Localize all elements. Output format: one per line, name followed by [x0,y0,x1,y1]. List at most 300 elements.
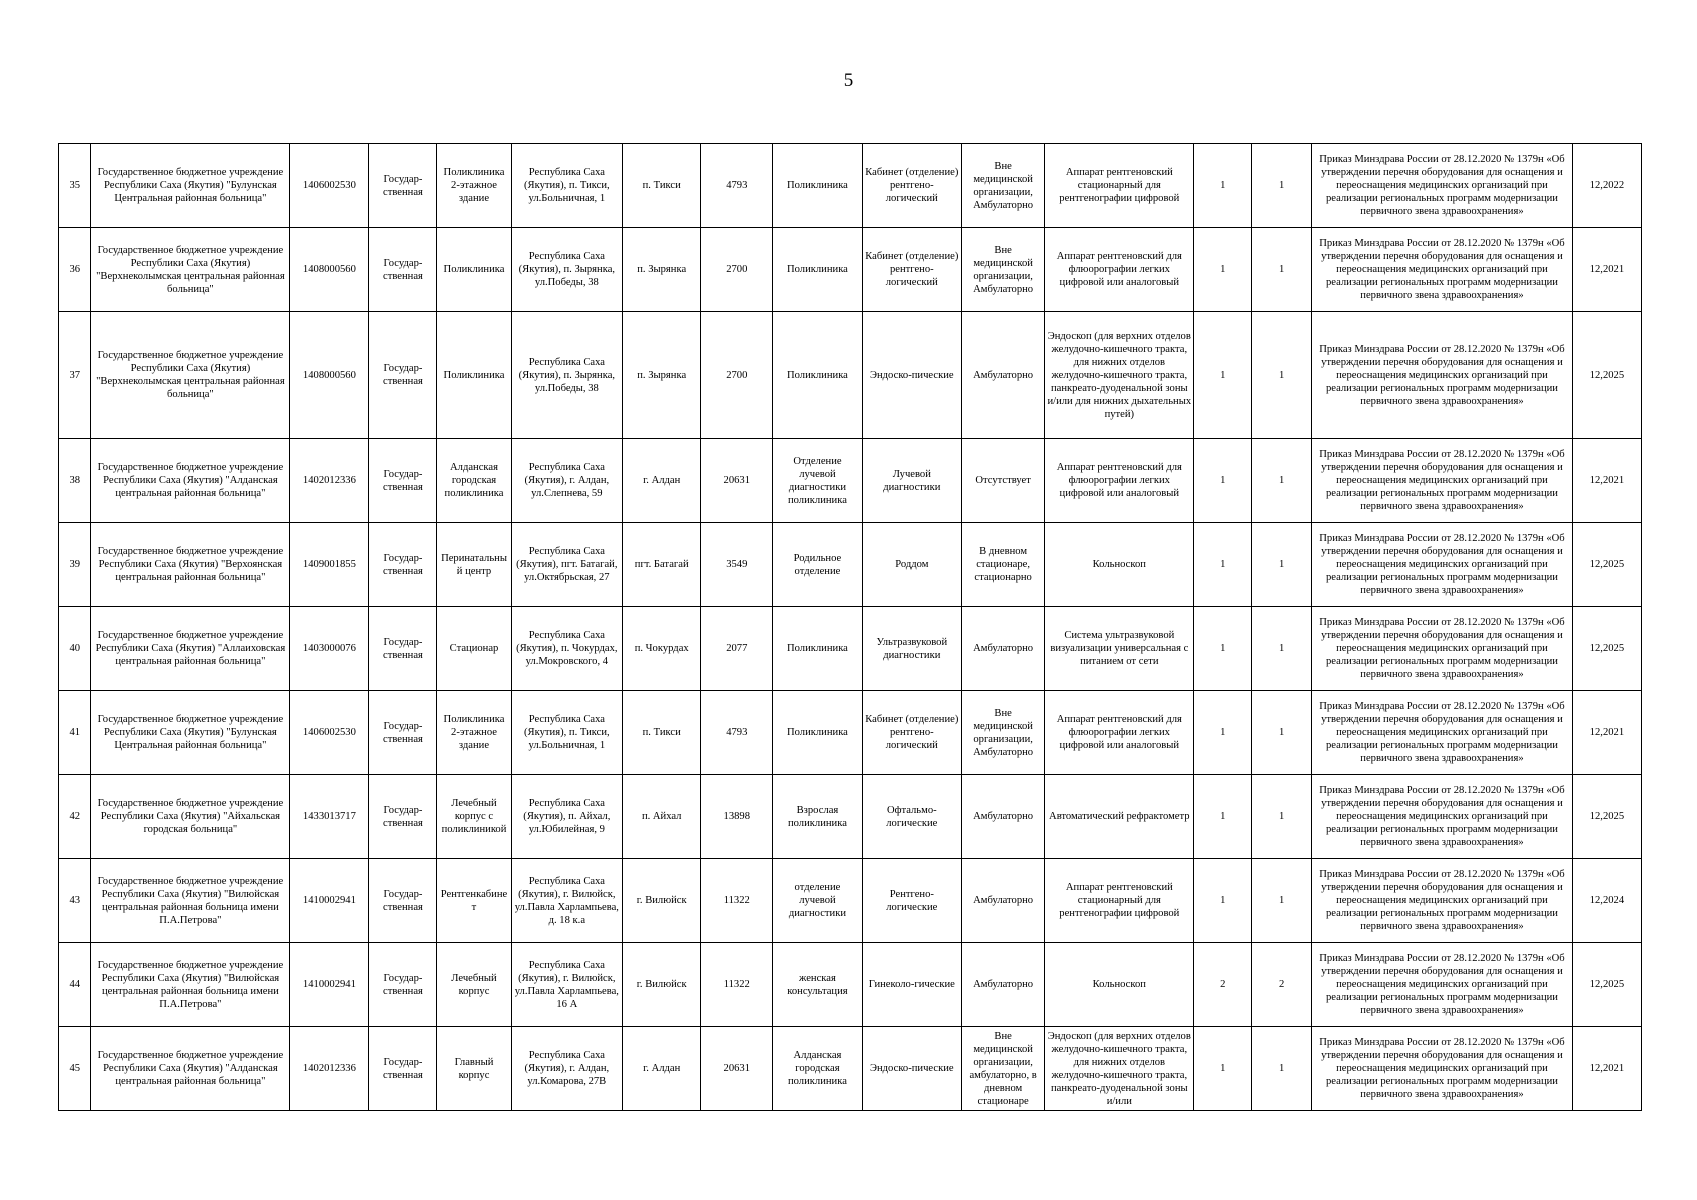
department-text: Кабинет (отделение) рентгено-логический [865,167,959,204]
locality-text: г. Вилюйск [636,895,687,906]
population-text: 2700 [726,264,748,275]
equipment-cell [1045,607,1194,691]
locality-text: п. Айхал [641,811,682,822]
equipment-text: Кольноскоп [1092,559,1146,570]
row-number-text: 37 [69,369,81,381]
delivery-date-text: 12,2021 [1589,727,1625,738]
population-text: 20631 [723,475,751,486]
delivery-date-text: 12,2025 [1589,559,1625,570]
quantity-planned-cell [1194,523,1252,607]
quantity-total-cell [1252,523,1312,607]
row-number-cell [59,1027,91,1111]
row-number-cell [59,439,91,523]
organization-text: Государственное бюджетное учреждение Республики Саха (Якутия) "Вилюйская центральная районная больница имени П.А.Петрова" [97,959,284,1010]
inn-text: 1433013717 [302,811,356,822]
delivery-date-cell [1572,228,1641,312]
unit-text: Поликлиника [786,264,848,275]
care-conditions-text: Амбулаторно [973,895,1034,906]
quantity-total-text: 1 [1279,559,1285,570]
address-cell [511,607,623,691]
department-text: Кабинет (отделение) рентгено-логический [865,714,959,751]
department-cell [862,691,961,775]
address-cell [511,1027,623,1111]
table-body [59,144,1642,1111]
building-cell [437,1027,511,1111]
ownership-form-cell [369,943,437,1027]
building-cell [437,439,511,523]
quantity-total-cell [1252,775,1312,859]
equipment-cell [1045,691,1194,775]
locality-cell [623,439,701,523]
quantity-planned-cell [1194,691,1252,775]
unit-text: Взрослая поликлиника [787,804,847,829]
locality-cell [623,1027,701,1111]
organization-text: Государственное бюджетное учреждение Республики Саха (Якутия) "Булунская Центральная районная больница" [97,714,284,751]
quantity-planned-text: 1 [1220,180,1226,191]
table-row [59,523,1642,607]
care-conditions-cell [962,439,1045,523]
ownership-form-text: Государ-ственная [383,173,423,198]
population-cell [701,144,773,228]
building-text: Поликлиника 2-этажное здание [443,167,505,204]
equipment-text: Аппарат рентгеновский для флюорографии легких цифровой или аналоговый [1056,714,1182,751]
organization-text: Государственное бюджетное учреждение Республики Саха (Якутия) "Вилюйская центральная районная больница имени П.А.Петрова" [97,875,284,926]
legal-basis-cell [1312,523,1573,607]
building-cell [437,523,511,607]
table-row [59,691,1642,775]
quantity-planned-text: 1 [1220,1063,1226,1074]
care-conditions-text: Амбулаторно [973,369,1034,381]
population-text: 2700 [726,369,748,381]
equipment-text: Система ультразвуковой визуализации универсальная с питанием от сети [1050,630,1189,667]
population-cell [701,1027,773,1111]
unit-cell [773,144,862,228]
row-number-text: 42 [69,811,81,822]
ownership-form-cell [369,439,437,523]
equipment-cell [1045,228,1194,312]
address-text: Республика Саха (Якутия), г. Алдан, ул.Комарова, 27В [524,1050,610,1087]
delivery-date-text: 12,2021 [1589,1063,1625,1074]
delivery-date-text: 12,2021 [1589,475,1625,486]
address-cell [511,859,623,943]
building-text: Лечебный корпус [451,972,497,997]
legal-basis-text: Приказ Минздрава России от 28.12.2020 № 1379н «Об утверждении перечня оборудования для оснащения и переоснащения медицинских организаций при реализации региональных программ модернизации первичного звена здравоохранения» [1319,238,1565,301]
quantity-total-text: 1 [1279,475,1285,486]
population-text: 3549 [726,559,748,570]
organization-text: Государственное бюджетное учреждение Республики Саха (Якутия) "Айхальская городская больница" [97,798,284,835]
ownership-form-text: Государ-ственная [383,1056,423,1081]
delivery-date-text: 12,2025 [1589,811,1625,822]
population-cell [701,439,773,523]
locality-cell [623,859,701,943]
unit-text: Поликлиника [786,180,848,191]
population-text: 11322 [723,895,750,906]
address-cell [511,523,623,607]
equipment-text: Эндоскоп (для верхних отделов желудочно-кишечного тракта, для нижних отделов желудочно-кишечного тракта, панкреато-дуоденальной зоны и/или для нижних дыхательных путей) [1047,330,1192,420]
care-conditions-text: Амбулаторно [973,811,1034,822]
unit-text: Родильное отделение [793,552,842,577]
ownership-form-cell [369,607,437,691]
address-cell [511,312,623,439]
legal-basis-cell [1312,312,1573,439]
legal-basis-text: Приказ Минздрава России от 28.12.2020 № 1379н «Об утверждении перечня оборудования для оснащения и переоснащения медицинских организаций при реализации региональных программ модернизации первичного звена здравоохранения» [1319,1037,1565,1100]
population-cell [701,523,773,607]
table-row [59,439,1642,523]
care-conditions-cell [962,691,1045,775]
ownership-form-text: Государ-ственная [383,636,423,661]
equipment-text: Автоматический рефрактометр [1049,811,1190,822]
ownership-form-text: Государ-ственная [383,468,423,493]
building-text: Поликлиника [443,369,505,381]
building-cell [437,775,511,859]
care-conditions-cell [962,312,1045,439]
building-text: Алданская городская поликлиника [444,462,504,499]
building-text: Поликлиника [443,264,505,275]
inn-cell [290,775,369,859]
address-text: Республика Саха (Якутия), п. Зырянка, ул.Победы, 38 [518,251,616,288]
quantity-total-cell [1252,691,1312,775]
care-conditions-cell [962,1027,1045,1111]
table-row [59,775,1642,859]
building-text: Лечебный корпус с поликлиникой [441,798,507,835]
delivery-date-cell [1572,439,1641,523]
department-text: Лучевой диагностики [883,468,941,493]
organization-cell [91,312,290,439]
row-number-cell [59,523,91,607]
quantity-total-cell [1252,312,1312,439]
locality-text: г. Алдан [643,1063,681,1074]
organization-cell [91,607,290,691]
legal-basis-cell [1312,228,1573,312]
organization-cell [91,439,290,523]
building-text: Рентгенкабинет [440,888,508,913]
care-conditions-cell [962,607,1045,691]
inn-text: 1406002530 [302,727,356,738]
care-conditions-text: В дневном стационаре, стационарно [974,546,1032,583]
row-number-cell [59,144,91,228]
population-text: 11322 [723,979,750,990]
organization-text: Государственное бюджетное учреждение Республики Саха (Якутия) "Алданская центральная районная больница" [97,1050,284,1087]
ownership-form-text: Государ-ственная [383,257,423,282]
inn-cell [290,439,369,523]
care-conditions-text: Отсутствует [975,475,1031,486]
unit-cell [773,1027,862,1111]
delivery-date-text: 12,2025 [1589,643,1625,654]
department-text: Гинеколо-гические [868,979,955,990]
unit-cell [773,523,862,607]
table-row [59,607,1642,691]
legal-basis-text: Приказ Минздрава России от 28.12.2020 № 1379н «Об утверждении перечня оборудования для оснащения и переоснащения медицинских организаций при реализации региональных программ модернизации первичного звена здравоохранения» [1319,533,1565,596]
quantity-planned-cell [1194,439,1252,523]
legal-basis-text: Приказ Минздрава России от 28.12.2020 № 1379н «Об утверждении перечня оборудования для оснащения и переоснащения медицинских организаций при реализации региональных программ модернизации первичного звена здравоохранения» [1319,449,1565,512]
delivery-date-cell [1572,144,1641,228]
department-cell [862,1027,961,1111]
legal-basis-cell [1312,607,1573,691]
building-text: Перинатальный центр [441,552,507,577]
department-cell [862,859,961,943]
quantity-planned-cell [1194,775,1252,859]
building-cell [437,691,511,775]
unit-text: Алданская городская поликлиника [787,1050,847,1087]
locality-text: п. Тикси [642,727,681,738]
unit-text: Поликлиника [786,369,848,381]
legal-basis-text: Приказ Минздрава России от 28.12.2020 № 1379н «Об утверждении перечня оборудования для оснащения и переоснащения медицинских организаций при реализации региональных программ модернизации первичного звена здравоохранения» [1319,869,1565,932]
ownership-form-cell [369,1027,437,1111]
address-text: Республика Саха (Якутия), п. Тикси, ул.Больничная, 1 [524,167,610,204]
ownership-form-cell [369,228,437,312]
table-row [59,228,1642,312]
inn-cell [290,607,369,691]
delivery-date-cell [1572,943,1641,1027]
department-cell [862,228,961,312]
building-text: Главный корпус [454,1056,494,1081]
department-text: Ультразвуковой диагностики [876,636,948,661]
quantity-total-text: 1 [1279,369,1285,381]
department-text: Офтальмо-логические [886,804,938,829]
department-text: Эндоско-пические [870,369,954,381]
row-number-text: 44 [69,979,81,990]
ownership-form-text: Государ-ственная [383,804,423,829]
unit-cell [773,312,862,439]
department-text: Кабинет (отделение) рентгено-логический [865,251,959,288]
population-text: 20631 [723,1063,751,1074]
organization-cell [91,523,290,607]
department-cell [862,144,961,228]
inn-text: 1410002941 [302,895,356,906]
inn-text: 1402012336 [302,1063,356,1074]
equipment-text: Аппарат рентгеновский для флюорографии легких цифровой или аналоговый [1056,462,1182,499]
address-cell [511,144,623,228]
department-cell [862,312,961,439]
delivery-date-text: 12,2022 [1589,180,1625,191]
delivery-date-cell [1572,691,1641,775]
table-row [59,144,1642,228]
care-conditions-cell [962,523,1045,607]
organization-cell [91,859,290,943]
quantity-total-cell [1252,607,1312,691]
legal-basis-text: Приказ Минздрава России от 28.12.2020 № 1379н «Об утверждении перечня оборудования для оснащения и переоснащения медицинских организаций при реализации региональных программ модернизации первичного звена здравоохранения» [1319,701,1565,764]
inn-cell [290,691,369,775]
organization-text: Государственное бюджетное учреждение Республики Саха (Якутия) "Алданская центральная районная больница" [97,462,284,499]
inn-text: 1410002941 [302,979,356,990]
unit-cell [773,607,862,691]
equipment-cell [1045,1027,1194,1111]
row-number-text: 40 [69,643,81,654]
unit-text: Поликлиника [786,727,848,738]
inn-cell [290,312,369,439]
row-number-cell [59,607,91,691]
organization-text: Государственное бюджетное учреждение Республики Саха (Якутия) "Верхоянская центральная районная больница" [97,546,284,583]
table-row [59,312,1642,439]
locality-cell [623,144,701,228]
legal-basis-text: Приказ Минздрава России от 28.12.2020 № 1379н «Об утверждении перечня оборудования для оснащения и переоснащения медицинских организаций при реализации региональных программ модернизации первичного звена здравоохранения» [1319,953,1565,1016]
department-cell [862,439,961,523]
care-conditions-text: Амбулаторно [973,643,1034,654]
address-cell [511,691,623,775]
legal-basis-cell [1312,775,1573,859]
unit-text: Отделение лучевой диагностики поликлиника [787,455,847,506]
care-conditions-cell [962,228,1045,312]
care-conditions-text: Вне медицинской организации, Амбулаторно [973,707,1034,758]
organization-cell [91,144,290,228]
quantity-planned-text: 1 [1220,811,1226,822]
care-conditions-cell [962,943,1045,1027]
organization-text: Государственное бюджетное учреждение Республики Саха (Якутия) "Верхнеколымская центральная районная больница" [96,350,285,400]
population-text: 2077 [726,643,748,654]
quantity-total-cell [1252,1027,1312,1111]
locality-cell [623,691,701,775]
population-cell [701,775,773,859]
building-cell [437,859,511,943]
locality-text: п. Чокурдах [634,643,689,654]
organization-cell [91,691,290,775]
legal-basis-cell [1312,691,1573,775]
address-text: Республика Саха (Якутия), пгт. Батагай, ул.Октябрьская, 27 [516,546,618,583]
locality-text: п. Зырянка [637,264,687,275]
inn-cell [290,228,369,312]
delivery-date-text: 12,2025 [1589,369,1625,381]
quantity-planned-cell [1194,859,1252,943]
legal-basis-cell [1312,439,1573,523]
locality-text: п. Зырянка [637,369,687,381]
inn-text: 1408000560 [302,264,356,275]
address-cell [511,775,623,859]
legal-basis-text: Приказ Минздрава России от 28.12.2020 № 1379н «Об утверждении перечня оборудования для оснащения и переоснащения медицинских организаций при реализации региональных программ модернизации первичного звена здравоохранения» [1319,343,1565,407]
equipment-text: Аппарат рентгеновский для флюорографии легких цифровой или аналоговый [1056,251,1182,288]
department-cell [862,607,961,691]
ownership-form-text: Государ-ственная [383,888,423,913]
ownership-form-cell [369,691,437,775]
population-text: 4793 [726,180,748,191]
address-text: Республика Саха (Якутия), п. Чокурдах, ул.Мокровского, 4 [516,630,618,667]
quantity-total-text: 1 [1279,1063,1285,1074]
legal-basis-text: Приказ Минздрава России от 28.12.2020 № 1379н «Об утверждении перечня оборудования для оснащения и переоснащения медицинских организаций при реализации региональных программ модернизации первичного звена здравоохранения» [1319,154,1565,217]
row-number-text: 45 [69,1063,81,1074]
ownership-form-cell [369,523,437,607]
table-row [59,859,1642,943]
department-text: Эндоско-пические [870,1063,954,1074]
population-cell [701,943,773,1027]
row-number-text: 38 [69,475,81,486]
row-number-text: 36 [69,264,81,275]
ownership-form-text: Государ-ственная [383,720,423,745]
care-conditions-cell [962,859,1045,943]
legal-basis-cell [1312,943,1573,1027]
care-conditions-cell [962,144,1045,228]
inn-cell [290,523,369,607]
row-number-cell [59,859,91,943]
address-text: Республика Саха (Якутия), п. Зырянка, ул.Победы, 38 [518,356,616,394]
unit-cell [773,228,862,312]
inn-cell [290,859,369,943]
unit-text: Поликлиника [786,643,848,654]
row-number-text: 43 [69,895,81,906]
locality-text: п. Тикси [642,180,681,191]
population-text: 13898 [723,811,751,822]
inn-text: 1403000076 [302,643,356,654]
inn-text: 1406002530 [302,180,356,191]
quantity-planned-text: 1 [1220,264,1226,275]
inn-cell [290,943,369,1027]
row-number-cell [59,228,91,312]
legal-basis-cell [1312,859,1573,943]
quantity-planned-cell [1194,1027,1252,1111]
legal-basis-cell [1312,1027,1573,1111]
department-cell [862,775,961,859]
building-cell [437,607,511,691]
row-number-cell [59,943,91,1027]
quantity-total-text: 1 [1279,180,1285,191]
address-cell [511,943,623,1027]
quantity-total-cell [1252,439,1312,523]
quantity-total-text: 1 [1279,643,1285,654]
unit-cell [773,775,862,859]
table-row [59,1027,1642,1111]
quantity-total-text: 1 [1279,811,1285,822]
locality-cell [623,523,701,607]
equipment-cell [1045,144,1194,228]
row-number-text: 35 [69,180,81,191]
population-text: 4793 [726,727,748,738]
ownership-form-text: Государ-ственная [383,972,423,997]
inn-cell [290,1027,369,1111]
quantity-planned-text: 1 [1220,643,1226,654]
row-number-cell [59,312,91,439]
quantity-total-cell [1252,859,1312,943]
delivery-date-cell [1572,607,1641,691]
equipment-text: Аппарат рентгеновский стационарный для рентгенографии цифровой [1059,882,1180,919]
quantity-planned-text: 1 [1220,895,1226,906]
locality-cell [623,775,701,859]
population-cell [701,859,773,943]
ownership-form-text: Государ-ственная [383,363,423,387]
department-text: Роддом [895,559,929,570]
locality-cell [623,312,701,439]
quantity-planned-cell [1194,312,1252,439]
unit-cell [773,943,862,1027]
population-cell [701,312,773,439]
department-text: Рентгено-логические [886,888,938,913]
delivery-date-text: 12,2025 [1589,979,1625,990]
population-cell [701,228,773,312]
legal-basis-text: Приказ Минздрава России от 28.12.2020 № 1379н «Об утверждении перечня оборудования для оснащения и переоснащения медицинских организаций при реализации региональных программ модернизации первичного звена здравоохранения» [1319,785,1565,848]
population-cell [701,691,773,775]
delivery-date-cell [1572,1027,1641,1111]
quantity-planned-text: 2 [1220,979,1226,990]
address-text: Республика Саха (Якутия), п. Айхал, ул.Юбилейная, 9 [523,798,611,835]
care-conditions-text: Вне медицинской организации, Амбулаторно [973,160,1034,211]
unit-text: отделение лучевой диагностики [788,882,847,919]
delivery-date-cell [1572,523,1641,607]
quantity-total-text: 1 [1279,727,1285,738]
building-cell [437,228,511,312]
equipment-cell [1045,439,1194,523]
row-number-text: 39 [69,559,81,570]
unit-cell [773,439,862,523]
unit-cell [773,859,862,943]
equipment-cell [1045,523,1194,607]
equipment-cell [1045,943,1194,1027]
locality-cell [623,943,701,1027]
quantity-total-cell [1252,144,1312,228]
organization-text: Государственное бюджетное учреждение Республики Саха (Якутия) "Аллаиховская центральная районная больница" [95,630,286,667]
address-cell [511,228,623,312]
quantity-planned-text: 1 [1220,559,1226,570]
quantity-total-cell [1252,228,1312,312]
legal-basis-cell [1312,144,1573,228]
locality-text: пгт. Батагай [634,559,689,570]
care-conditions-text: Амбулаторно [973,979,1034,990]
